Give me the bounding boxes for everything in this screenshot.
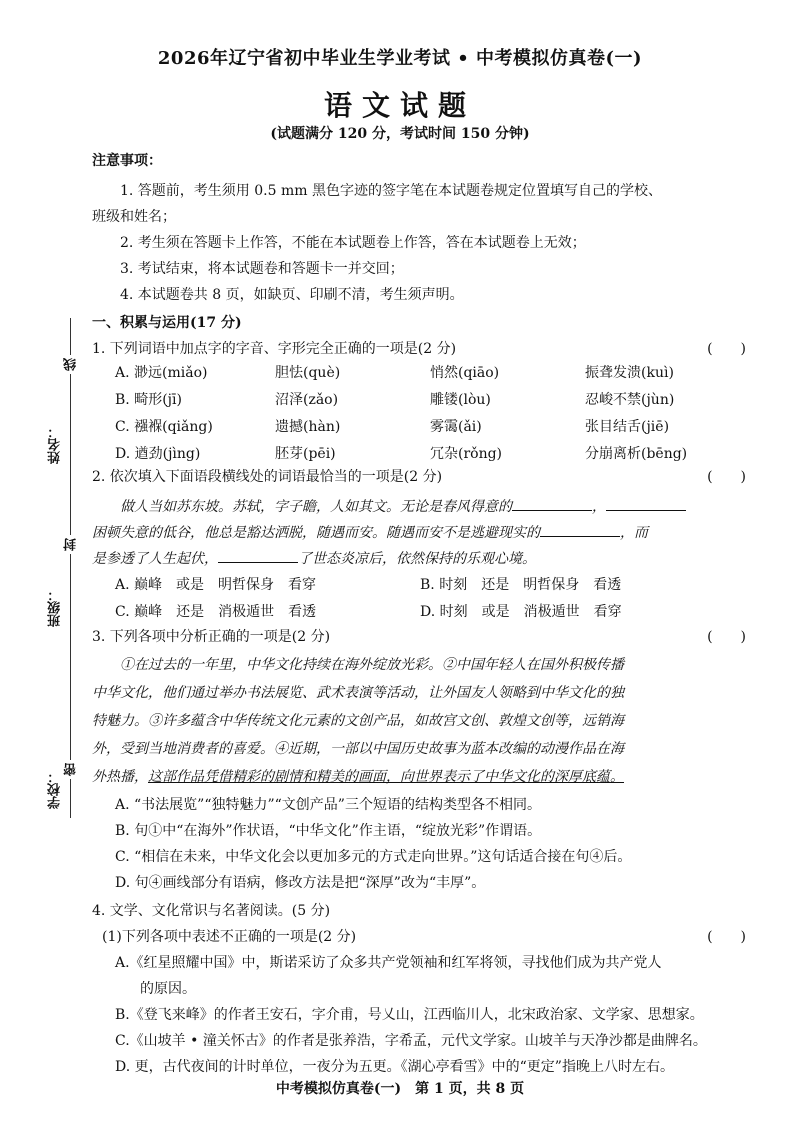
option-cell: 胚芽(pēi) [275, 445, 336, 462]
option-cell: 忍峻不禁(jùn) [585, 391, 675, 408]
option-cell: 雕镂(lòu) [430, 391, 491, 408]
fill-blank [606, 494, 686, 511]
option-cell: 遗撼(hàn) [275, 418, 341, 435]
option-cell: C. 巅峰 还是 消极遁世 看透 [115, 603, 317, 620]
passage-line [92, 546, 536, 568]
question-3-stem: 3. 下列各项中分析正确的一项是(2 分) [92, 629, 331, 645]
option-cell: 沼泽(zǎo) [275, 391, 339, 408]
option-cell: D. 时刻 或是 消极遁世 看穿 [420, 603, 622, 620]
option-cell: 振聋发溃(kuì) [585, 364, 674, 381]
passage-line [92, 766, 624, 786]
option-line: A. “书法展览”“独特魅力”“文创产品”三个短语的结构类型各不相同。 [115, 797, 541, 813]
binding-mark-secret: 密 [62, 760, 81, 779]
question-1-stem: 1. 下列词语中加点字的字音、字形完全正确的一项是(2 分) [92, 341, 457, 357]
passage-line [92, 520, 648, 542]
fill-blank [218, 546, 298, 563]
question-2-options [115, 570, 765, 624]
passage-line: 外，受到当地消费者的喜爱。④近期，一部以中国历史故事为蓝本改编的动漫作品在海 [92, 741, 624, 757]
option-cell: 胆怯(què) [275, 364, 341, 381]
question-1-options [115, 358, 765, 466]
option-line: D. 句④画线部分有语病，修改方法是把“深厚”改为“丰厚”。 [115, 875, 486, 891]
option-line: B.《登飞来峰》的作者王安石，字介甫，号乂山，江西临川人，北宋政治家、文学家、思想家。 [115, 1007, 704, 1023]
exam-info: (试题满分 120 分，考试时间 150 分钟) [270, 126, 530, 142]
option-row [115, 358, 765, 385]
option-row [115, 597, 765, 624]
binding-mark-seal: 封 [62, 535, 81, 554]
notice-item: 3. 考试结束，将本试题卷和答题卡一并交回； [120, 261, 404, 277]
option-line: D. 更，古代夜间的计时单位，一夜分为五更。《湖心亭看雪》中的“更定”指晚上八时左右。 [115, 1059, 674, 1075]
option-cell: 悄然(qiāo) [430, 364, 500, 381]
answer-paren: ( ) [707, 469, 746, 485]
answer-paren: ( ) [707, 929, 746, 945]
passage-line [120, 494, 686, 516]
school-label: 学校： [48, 770, 63, 809]
fill-blank [512, 494, 592, 511]
binding-mark-line: 线 [62, 355, 81, 374]
answer-paren: ( ) [707, 629, 746, 645]
notice-heading: 注意事项： [92, 153, 162, 169]
underlined-sentence: 这部作品凭借精彩的剧情和精美的画面，向世界表示了中华文化的深厚底蕴。 [148, 769, 624, 785]
exam-header-title: 2026年辽宁省初中毕业生学业考试 • 中考模拟仿真卷(一) [157, 48, 643, 69]
option-line: 的原因。 [140, 981, 196, 997]
passage-text: 了世态炎凉后，依然保持的乐观心境。 [298, 551, 536, 567]
passage-text: 是参透了人生起伏， [92, 551, 218, 567]
option-row [115, 439, 765, 466]
notice-item: 2. 考生须在答题卡上作答，不能在本试题卷上作答，答在本试题卷上无效； [120, 235, 586, 251]
question-2-stem: 2. 依次填入下面语段横线处的词语最恰当的一项是(2 分) [92, 469, 443, 485]
notice-item: 1. 答题前，考生须用 0.5 mm 黑色字迹的签字笔在本试题卷规定位置填写自己的学校、 [120, 183, 662, 199]
passage-text: 外热播， [92, 769, 148, 785]
option-row [115, 412, 765, 439]
subject-title: 语文试题 [323, 89, 476, 122]
passage-text: ， [592, 499, 606, 515]
question-4-stem: 4. 文学、文化常识与名著阅读。(5 分) [92, 903, 331, 919]
option-line: B. 句①中“在海外”作状语，“中华文化”作主语，“绽放光彩”作谓语。 [115, 823, 542, 839]
passage-text: 做人当如苏东坡。苏轼，字子瞻，人如其文。无论是春风得意的 [120, 499, 512, 515]
option-cell: A. 巅峰 或是 明哲保身 看穿 [115, 576, 317, 593]
binding-line [70, 318, 71, 818]
page-footer: 中考模拟仿真卷(一) 第 1 页，共 8 页 [275, 1081, 525, 1097]
name-label: 姓名： [48, 425, 63, 464]
answer-paren: ( ) [707, 341, 746, 357]
option-cell: 冗杂(rǒng) [430, 445, 503, 462]
passage-line: 中华文化，他们通过举办书法展览、武术表演等活动，让外国友人领略到中华文化的独 [92, 685, 624, 701]
passage-text: ，而 [620, 525, 648, 541]
question-4-sub1: (1)下列各项中表述不正确的一项是(2 分) [102, 929, 357, 945]
option-cell: D. 遒劲(jìng) [115, 445, 201, 462]
option-cell: 张目结舌(jiē) [585, 418, 670, 435]
option-line: A.《红星照耀中国》中，斯诺采访了众多共产党领袖和红军将领，寻找他们成为共产党人 [115, 955, 662, 971]
notice-item: 班级和姓名； [92, 209, 176, 225]
option-line: C. “相信在未来，中华文化会以更加多元的方式走向世界。”这句话适合接在句④后。 [115, 849, 632, 865]
option-row [115, 570, 765, 597]
option-cell: B. 畸形(jī) [115, 391, 182, 408]
notice-item: 4. 本试题卷共 8 页，如缺页、印刷不清，考生须声明。 [120, 287, 464, 303]
option-cell: A. 渺远(miǎo) [115, 364, 208, 381]
fill-blank [540, 520, 620, 537]
section-heading: 一、积累与运用(17 分) [92, 315, 242, 331]
passage-line: ①在过去的一年里，中华文化持续在海外绽放光彩。②中国年轻人在国外积极传播 [120, 657, 624, 673]
passage-text: 困顿失意的低谷，他总是豁达洒脱，随遇而安。随遇而安不是逃避现实的 [92, 525, 540, 541]
class-label: 班级： [48, 588, 63, 627]
option-cell: C. 襁褓(qiǎng) [115, 418, 213, 435]
passage-line: 特魅力。③许多蕴含中华传统文化元素的文创产品，如故宫文创、敦煌文创等，远销海 [92, 713, 624, 729]
option-line: C.《山坡羊 • 潼关怀古》的作者是张养浩，字希孟，元代文学家。山坡羊与天净沙都是曲牌名。 [115, 1033, 707, 1049]
option-cell: 雾霭(ǎi) [430, 418, 482, 435]
option-row [115, 385, 765, 412]
option-cell: B. 时刻 还是 明哲保身 看透 [420, 576, 622, 593]
option-cell: 分崩离析(bēng) [585, 445, 688, 462]
